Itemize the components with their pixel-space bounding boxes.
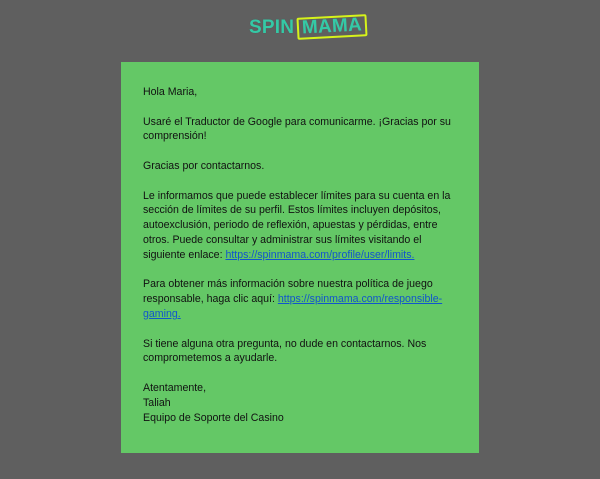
logo-spin-text: SPIN <box>249 16 295 38</box>
signature-block <box>143 381 457 425</box>
limits-link[interactable]: https://spinmama.com/profile/user/limits. <box>225 248 415 261</box>
greeting: Hola Maria, <box>143 86 198 98</box>
signoff: Atentamente, <box>143 381 207 394</box>
signature-team: Equipo de Soporte del Casino <box>143 411 284 424</box>
responsible-text: Para obtener más información sobre nuestra política de juego responsable, haga clic aquí: <box>143 278 433 306</box>
email-header <box>0 0 600 62</box>
closing-paragraph: Si tiene alguna otra pregunta, no dude en contactarnos. Nos comprometemos a ayudarle. <box>143 337 427 365</box>
spinmama-logo[interactable] <box>249 16 367 38</box>
translator-note: Usaré el Traductor de Google para comunicarme. ¡Gracias por su comprensión! <box>143 115 451 143</box>
logo-mama-text: MAMA <box>297 14 368 40</box>
signature-name: Taliah <box>143 396 171 409</box>
responsible-gaming-link[interactable]: https://spinmama.com/responsible-gaming. <box>143 293 443 320</box>
responsible-gaming-paragraph <box>143 277 457 321</box>
limits-paragraph <box>143 189 457 263</box>
thanks-paragraph: Gracias por contactarnos. <box>143 159 265 172</box>
limits-text: Le informamos que puede establecer límites para su cuenta en la sección de límites de su perfil. Estos límites incluyen depósitos, autoexclusión, periodo de reflexión, apuestas y pérdidas, entre otros. Puede consultar y administrar sus límites visitando el siguiente enlace: <box>143 189 451 261</box>
email-body-card <box>121 62 479 453</box>
